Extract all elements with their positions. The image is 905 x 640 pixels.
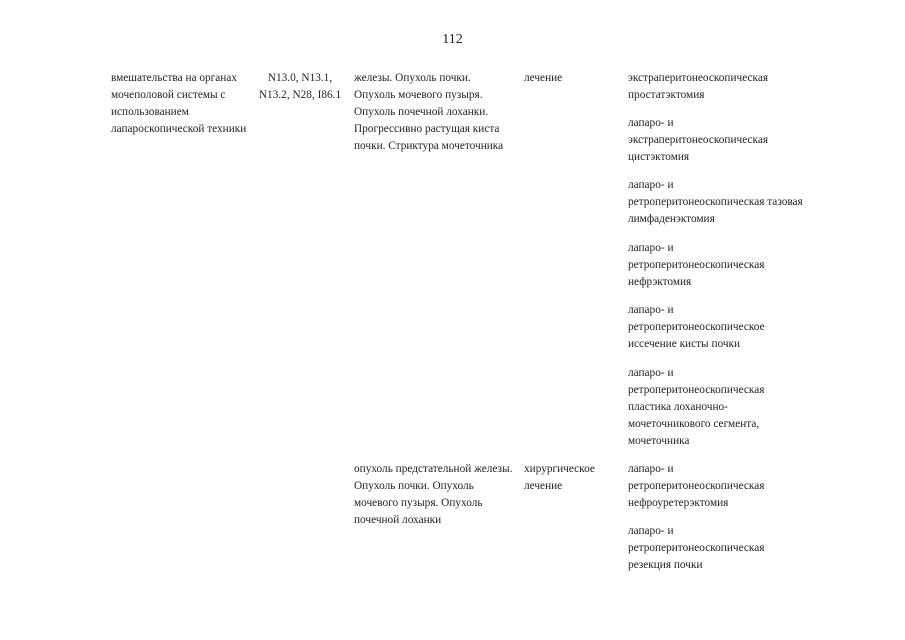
procedure-item: лапаро- и ретроперитонеоскопическая тазовая лимфаденэктомия (628, 179, 803, 225)
procedure-item: экстраперитонеоскопическая простатэктомия (628, 72, 769, 101)
procedure-item: лапаро- и ретроперитонеоскопическая нефрэктомия (628, 242, 765, 288)
procedure-item: лапаро- и ретроперитонеоскопическая нефроуретерэктомия (628, 463, 765, 509)
icd-codes-cell: N13.0, N13.1, N13.2, N28, I86.1 (258, 72, 342, 101)
procedure-item: лапаро- и ретроперитонеоскопическое иссечение кисты почки (628, 304, 765, 350)
page-number: 112 (442, 32, 463, 47)
procedure-item: лапаро- и ретроперитонеоскопическая резекция почки (628, 525, 765, 571)
diagnosis-cell: опухоль предстательной железы. Опухоль почки. Опухоль мочевого пузыря. Опухоль почечной лоханки (354, 463, 513, 526)
treatment-type-cell: лечение (524, 72, 563, 84)
intervention-name-cell: вмешательства на органах мочеполовой системы с использованием лапароскопической техники (111, 72, 247, 135)
procedure-item: лапаро- и ретроперитонеоскопическая пластика лоханочно-мочеточникового сегмента, мочеточника (628, 367, 765, 447)
treatment-type-cell: хирургическое лечение (524, 463, 595, 492)
diagnosis-cell: железы. Опухоль почки. Опухоль мочевого пузыря. Опухоль почечной лоханки. Прогрессивно растущая киста почки. Стриктура мочеточника (354, 72, 504, 152)
procedure-item: лапаро- и экстраперитонеоскопическая цистэктомия (628, 117, 769, 163)
